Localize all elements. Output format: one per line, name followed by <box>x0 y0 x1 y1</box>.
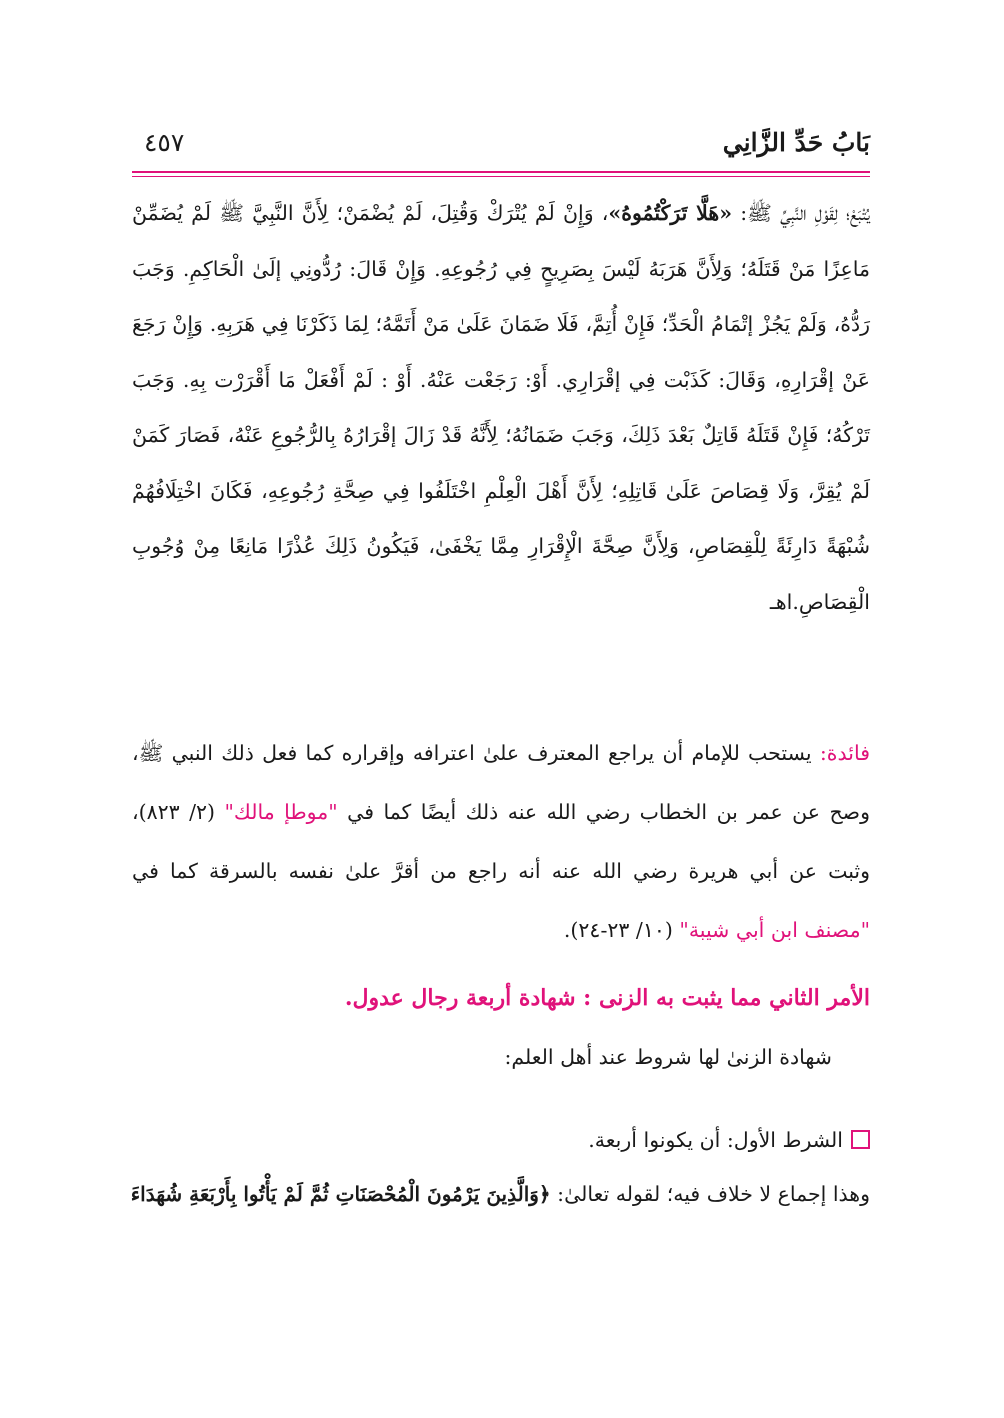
quran-verse: ﴿وَالَّذِينَ يَرْمُونَ الْمُحْصَنَاتِ ثُمَّ لَمْ يَأْتُوا بِأَرْبَعَةِ شُهَدَاءَ <box>130 1182 551 1206</box>
chapter-title: بَابُ حَدِّ الزَّانِي <box>722 128 870 157</box>
benefit-note <box>132 724 870 960</box>
source-reference: "موطإ مالك" <box>224 800 338 824</box>
hadith-quote: «هَلَّا تَرَكْتُمُوهُ» <box>608 201 733 225</box>
page-number: ٤٥٧ <box>144 128 185 157</box>
source-reference: "مصنف ابن أبي شيبة" <box>679 918 870 942</box>
note-text: (١٠/ ٢٣-٢٤). <box>563 918 680 942</box>
note-label: فائدة: <box>819 741 870 765</box>
consensus-line <box>131 1182 870 1206</box>
text-segment: يُتْبَعْ؛ لِقَوْلِ النَّبِيِّ ﷺ: <box>732 201 870 225</box>
condition-item <box>588 1128 870 1152</box>
page-header <box>132 128 870 164</box>
main-quoted-text <box>132 186 870 630</box>
section-heading: الأمر الثاني مما يثبت به الزنى : شهادة أربعة رجال عدول. <box>344 985 870 1011</box>
header-rule-thick <box>132 171 870 173</box>
text-segment: ، وَإِنْ لَمْ يُتْرَكْ وَقُتِلَ، لَمْ يُضْمَنْ؛ لِأَنَّ النَّبِيَّ ﷺ لَمْ يُضَمِّنْ مَاعِزًا مَنْ قَتَلَهُ؛ وَلِأَنَّ هَرَبَهُ لَيْسَ بِصَرِيحٍ فِي رُجُوعِهِ. وَإِنْ قَالَ: رُدُّونِي إلَىٰ الْحَاكِمِ. وَجَبَ رَدُّهُ، وَلَمْ يَجُزْ إتْمَامُ الْحَدِّ؛ فَإِنْ أُتِمَّ، فَلَا ضَمَانَ عَلَىٰ مَنْ أَتَمَّهُ؛ لِمَا ذَكَرْنَا فِي هَرَبِهِ. وَإِنْ رَجَعَ عَنْ إقْرَارِهِ، وَقَالَ: كَذَبْت فِي إقْرَارِي. أَوْ: رَجَعْت عَنْهُ. أَوْ : لَمْ أَفْعَلْ مَا أَقْرَرْت بِهِ. وَجَبَ تَرْكُهُ؛ فَإِنْ قَتَلَهُ قَاتِلٌ بَعْدَ ذَلِكَ، وَجَبَ ضَمَانُهُ؛ لِأَنَّهُ قَدْ زَالَ إقْرَارُهُ بِالرُّجُوعِ عَنْهُ، فَصَارَ كَمَنْ لَمْ يُقِرَّ، وَلَا قِصَاصَ عَلَىٰ قَاتِلِهِ؛ لِأَنَّ أَهْلَ الْعِلْمِ اخْتَلَفُوا فِي صِحَّةِ رُجُوعِهِ، فَكَانَ اخْتِلَافُهُمْ شُبْهَةً دَارِئَةً لِلْقِصَاصِ، وَلِأَنَّ صِحَّةَ الْإِقْرَارِ مِمَّا يَخْفَىٰ، فَيَكُونُ ذَلِكَ عُذْرًا مَانِعًا مِنْ وُجُوبِ الْقِصَاصِ.اهـ <box>132 201 870 614</box>
note-text: (٢/ ٨٢٣)، وثبت عن أبي هريرة رضي الله عنه أنه راجع من أقرَّ علىٰ نفسه بالسرقة كما في <box>132 800 870 883</box>
consensus-text: وهذا إجماع لا خلاف فيه؛ لقوله تعالىٰ: <box>550 1182 870 1206</box>
header-rule-thin <box>132 176 870 177</box>
checkbox-square-icon <box>851 1130 870 1149</box>
section-intro: شهادة الزنىٰ لها شروط عند أهل العلم: <box>504 1045 832 1069</box>
note-text: يستحب للإمام أن يراجع المعترف علىٰ اعترافه وإقراره كما فعل ذلك النبي ﷺ، وصح عن عمر بن الخطاب رضي الله عنه ذلك أيضًا كما في <box>132 741 870 824</box>
condition-label: الشرط الأول: أن يكونوا أربعة. <box>588 1128 843 1152</box>
